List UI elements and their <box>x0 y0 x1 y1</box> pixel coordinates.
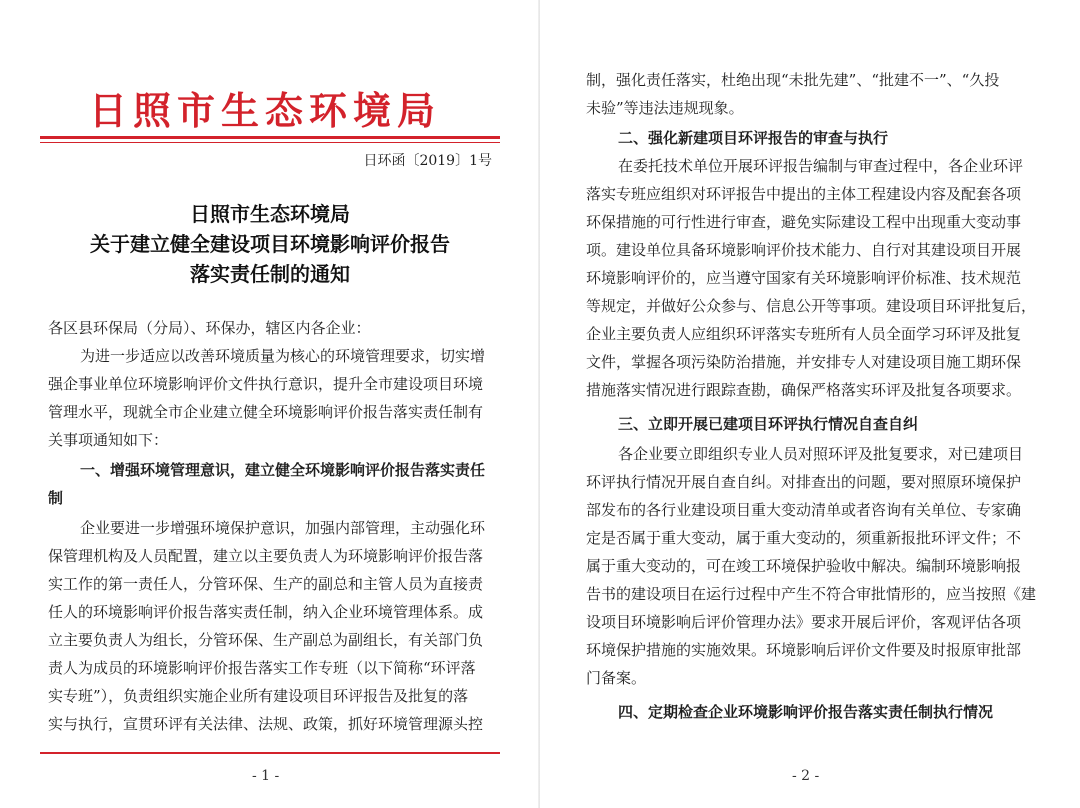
section-1-heading-cont: 制 <box>48 489 64 507</box>
section-1-line: 实工作的第一责任人，分管环保、生产的副总和主管人员为直接责 <box>48 575 484 593</box>
title-line-1: 日照市生态环境局 <box>190 202 350 226</box>
section-1-heading: 一、增强环境管理意识，建立健全环境影响评价报告落实责任 <box>80 461 486 479</box>
intro-line: 关事项通知如下： <box>48 431 169 449</box>
section-3-line: 各企业要立即组织专业人员对照环评及批复要求，对已建项目 <box>618 445 1024 463</box>
section-2-line: 环境影响评价的，应当遵守国家有关环境影响评价标准、技术规范 <box>586 269 1022 287</box>
section-3-line: 设项目环境影响后评价管理办法》要求开展后评价，客观评估各项 <box>586 613 1022 631</box>
section-2-line: 等规定，并做好公众参与、信息公开等事项。建设项目环评批复后， <box>586 297 1037 315</box>
title-line-2: 关于建立健全建设项目环境影响评价报告 <box>90 232 450 256</box>
section-2-line: 文件，掌握各项污染防治措施，并安排专人对建设项目施工期环保 <box>586 353 1022 371</box>
title-line-3: 落实责任制的通知 <box>190 262 350 286</box>
intro-line: 强企事业单位环境影响评价文件执行意识，提升全市建设项目环境 <box>48 375 484 393</box>
section-3-line: 部发布的各行业建设项目重大变动清单或者咨询有关单位、专家确 <box>586 501 1022 519</box>
continued-line: 制，强化责任落实，杜绝出现“未批先建”、“批建不一”、“久投 <box>586 71 1000 89</box>
bottom-rule <box>40 752 500 754</box>
section-3-heading: 三、立即开展已建项目环评执行情况自查自纠 <box>618 415 919 433</box>
section-3-line: 属于重大变动的，可在竣工环境保护验收中解决。编制环境影响报 <box>586 557 1022 575</box>
page-number-2: - 2 - <box>792 768 820 784</box>
continued-line: 未验”等违法违规现象。 <box>586 99 744 117</box>
section-3-line: 环评执行情况开展自查自纠。对排查出的问题，要对照原环境保护 <box>586 473 1022 491</box>
section-1-line: 保管理机构及人员配置，建立以主要负责人为环境影响评价报告落 <box>48 547 484 565</box>
section-3-line: 定是否属于重大变动，属于重大变动的，须重新报批环评文件；不 <box>586 529 1022 547</box>
salutation: 各区县环保局（分局）、环保办，辖区内各企业： <box>48 319 371 337</box>
red-rule-thin <box>40 142 500 143</box>
masthead: 日照市生态环境局 <box>88 88 441 133</box>
section-1-line: 实专班”），负责组织实施企业所有建设项目环评报告及批复的落 <box>48 687 469 705</box>
section-3-line: 门备案。 <box>586 669 647 687</box>
red-rule <box>40 136 500 139</box>
section-2-heading: 二、强化新建项目环评报告的审查与执行 <box>618 129 889 147</box>
section-3-line: 环境保护措施的实施效果。环境影响后评价文件要及时报原审批部 <box>586 641 1022 659</box>
section-2-line: 落实专班应组织对环评报告中提出的主体工程建设内容及配套各项 <box>586 185 1022 203</box>
section-2-line: 环保措施的可行性进行审查，避免实际建设工程中出现重大变动事 <box>586 213 1022 231</box>
section-1-line: 责人为成员的环境影响评价报告落实工作专班（以下简称“环评落 <box>48 659 476 677</box>
intro-line: 为进一步适应以改善环境质量为核心的环境管理要求，切实增 <box>80 347 486 365</box>
section-1-line: 任人的环境影响评价报告落实责任制，纳入企业环境管理体系。成 <box>48 603 484 621</box>
section-2-line: 措施落实情况进行跟踪查勘，确保严格落实环评及批复各项要求。 <box>586 381 1022 399</box>
section-2-line: 项。建设单位具备环境影响评价技术能力、自行对其建设项目开展 <box>586 241 1022 259</box>
intro-line: 管理水平，现就全市企业建立健全环境影响评价报告落实责任制有 <box>48 403 484 421</box>
section-1-line: 企业要进一步增强环境保护意识，加强内部管理，主动强化环 <box>80 519 486 537</box>
page-right <box>540 0 1080 808</box>
page-number-1: - 1 - <box>252 768 280 784</box>
section-4-heading: 四、定期检查企业环境影响评价报告落实责任制执行情况 <box>618 703 994 721</box>
section-2-line: 企业主要负责人应组织环评落实专班所有人员全面学习环评及批复 <box>586 325 1022 343</box>
section-1-line: 实与执行，宣贯环评有关法律、法规、政策，抓好环境管理源头控 <box>48 715 484 733</box>
section-3-line: 告书的建设项目在运行过程中产生不符合审批情形的，应当按照《建 <box>586 585 1037 603</box>
section-2-line: 在委托技术单位开展环评报告编制与审查过程中，各企业环评 <box>618 157 1024 175</box>
section-1-line: 立主要负责人为组长，分管环保、生产副总为副组长，有关部门负 <box>48 631 484 649</box>
document-number: 日环函〔2019〕1号 <box>363 153 492 169</box>
